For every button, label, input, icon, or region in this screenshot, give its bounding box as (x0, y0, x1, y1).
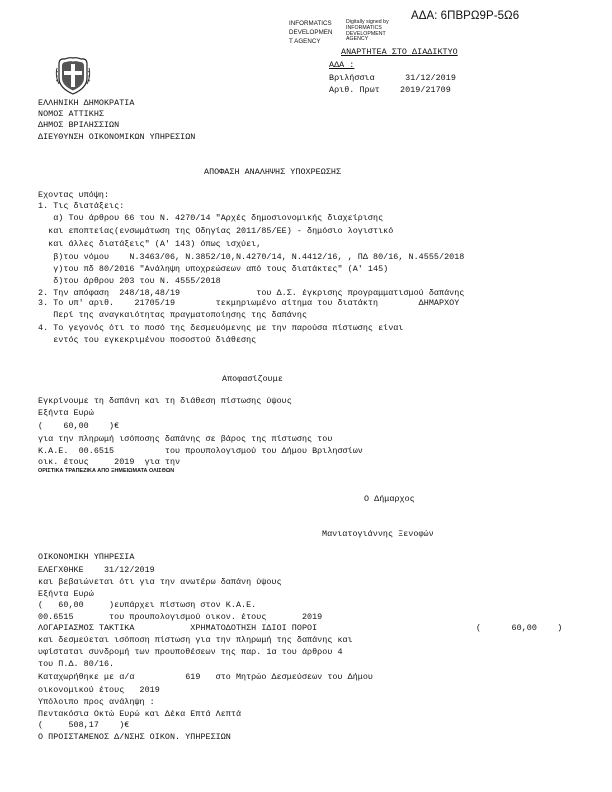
decision-heading: Αποφασίζουμε (222, 374, 283, 384)
header-line: ΔΗΜΟΣ ΒΡΙΛΗΣΣΙΩΝ (38, 120, 120, 130)
finance-line: Εξήντα Ευρώ (38, 589, 94, 599)
decision-line: ( 60,00 )€ (38, 421, 120, 431)
body-line: Εχοντας υπόψη: (38, 190, 110, 200)
finance-line: ( 60,00 )ευπάρχει πίστωση στον Κ.Α.Ε. (38, 600, 257, 610)
finance-amount-right: ( 60,00 ) (476, 623, 563, 633)
body-line: εντός του εγκεκριμένου ποσοστού διάθεσης (38, 335, 257, 345)
stamp-posted-label: ΑΝΑΡΤΗΤΕΑ ΣΤΟ ΔΙΑΔΙΚΤΥΟ (341, 47, 458, 57)
decision-line: Εξήντα Ευρώ (38, 408, 94, 418)
decision-line: οικ. έτους 2019 για την (38, 457, 181, 467)
body-line: και εποπτείας(ενσωμάτωση της Οδηγίας 2011/85/ΕΕ) - δημόσιο λογιστικό (38, 226, 394, 236)
signatory-name: Μανιατογιάννης Ξενοφών (322, 529, 434, 539)
stamp-signature-text: Digitally signed by INFORMATICS DEVELOPMENT AGENCY (346, 19, 389, 43)
finance-head-title: Ο ΠΡΟΙΣΤΑΜΕΝΟΣ Δ/ΝΣΗΣ ΟΙΚΟΝ. ΥΠΗΡΕΣΙΩΝ (38, 732, 231, 742)
finance-line: υφίσταται συνδρομή των προυποθέσεων της παρ. 1α του άρθρου 4 (38, 647, 343, 657)
body-line: και άλλες διατάξεις" (Α' 143) όπως ισχύει, (38, 239, 262, 249)
finance-line: ( 508,17 )€ (38, 720, 130, 730)
finance-line: και δεσμεύεται ισόποση πίστωση για την πληρωμή της δαπάνης και (38, 635, 353, 645)
greek-coat-of-arms-icon (55, 54, 91, 96)
place-date: Βριλήσσια 31/12/2019 (329, 73, 456, 83)
body-line: β)του νόμου Ν.3463/06, Ν.3852/10,Ν.4270/14, Ν.4412/16, , ΠΔ 80/16, Ν.4555/2018 (38, 252, 465, 262)
finance-line: Πεντακόσια Οκτώ Ευρώ και Δέκα Επτά Λεπτά (38, 709, 242, 719)
finance-line: Καταχωρήθηκε με α/α 619 στο Μητρώο Δεσμεύσεων του Δήμου (38, 672, 374, 682)
header-line: ΔΙΕΥΘΥΝΣΗ ΟΙΚΟΝΟΜΙΚΩΝ ΥΠΗΡΕΣΙΩΝ (38, 132, 196, 142)
finance-line: ΟΙΚΟΝΟΜΙΚΗ ΥΠΗΡΕΣΙΑ (38, 552, 135, 562)
stamp-agency-line-1: INFORMATICS (289, 20, 332, 27)
protocol-number: Αριθ. Πρωτ 2019/21709 (329, 85, 451, 95)
finance-line: ΛΟΓΑΡΙΑΣΜΟΣ ΤΑΚΤΙΚΑ ΧΡΗΜΑΤΟΔΟΤΗΣΗ ΙΔΙΟΙ ΠΟΡΟΙ (38, 623, 318, 633)
header-line: ΕΛΛΗΝΙΚΗ ΔΗΜΟΚΡΑΤΙΑ (38, 98, 135, 108)
finance-line: οικονομικού έτους 2019 (38, 685, 160, 695)
header-line: ΝΟΜΟΣ ΑΤΤΙΚΗΣ (38, 109, 104, 119)
finance-line: ΕΛΕΓΧΘΗΚΕ 31/12/2019 (38, 565, 155, 575)
finance-line: και βεβαιώνεται ότι για την ανωτέρω δαπάνη ύψους (38, 577, 282, 587)
body-line: 3. Το υπ' αριθ. 21705/19 τεκμηριωμένο αίτημα του διατάκτη ΔΗΜΑΡΧΟΥ (38, 298, 460, 308)
finance-line: του Π.Δ. 80/16. (38, 659, 115, 669)
decision-line: Εγκρίνουμε τη δαπάνη και τη διάθεση πίστωσης ύψους (38, 396, 292, 406)
body-line: Περί της αναγκαιότητας πραγματοποίησης της δαπάνης (38, 310, 308, 320)
decision-line: Κ.Α.Ε. 00.6515 του προυπολογισμού του Δήμου Βριλησσίων (38, 446, 363, 456)
finance-line: Υπόλοιπο προς ανάληψη : (38, 697, 155, 707)
ada-code: ΑΔΑ: 6ΠΒΡΩ9Ρ-5Ω6 (411, 10, 520, 22)
body-line: 2. Την απόφαση 248/18,48/19 του Δ.Σ. έγκρισης προγραμματισμού δαπάνης (38, 288, 465, 298)
body-line: α) Του άρθρου 66 του Ν. 4270/14 "Αρχές δημοσιονομικής διαχείρισης (38, 213, 384, 223)
body-line: 4. Το γεγονός ότι το ποσό της δεσμευόμενης με την παρούσα πίστωσης είναι (38, 323, 404, 333)
body-line: γ)του πδ 80/2016 "Ανάληψη υποχρεώσεων από τους διατάκτες" (Α' 145) (38, 264, 389, 274)
body-line: 1. Τις διατάξεις: (38, 201, 125, 211)
stamp-ada-label: ΑΔΑ : (329, 60, 355, 70)
stamp-agency-line-3: T AGENCY (289, 38, 321, 45)
stamp-agency-line-2: DEVELOPMEN (289, 29, 333, 36)
signatory-title: Ο Δήμαρχος (364, 494, 415, 504)
purpose-text: ΟΡΙΣΤΙΚΑ ΤΡΑΠΕΖΙΚΑ ΑΠΟ ΞΗΜΕΙΩΜΑΤΑ ΟΛΙΣΘΩΝ (38, 468, 175, 474)
finance-line: 00.6515 του προυπολογισμού οικον. έτους 2019 (38, 612, 323, 622)
document-title: ΑΠΟΦΑΣΗ ΑΝΑΛΗΨΗΣ ΥΠΟΧΡΕΩΣΗΣ (204, 167, 342, 177)
body-line: δ)του άρθρου 203 του Ν. 4555/2018 (38, 276, 221, 286)
decision-line: για την πληρωμή ισόποσης δαπάνης σε βάρος της πίστωσης του (38, 434, 333, 444)
